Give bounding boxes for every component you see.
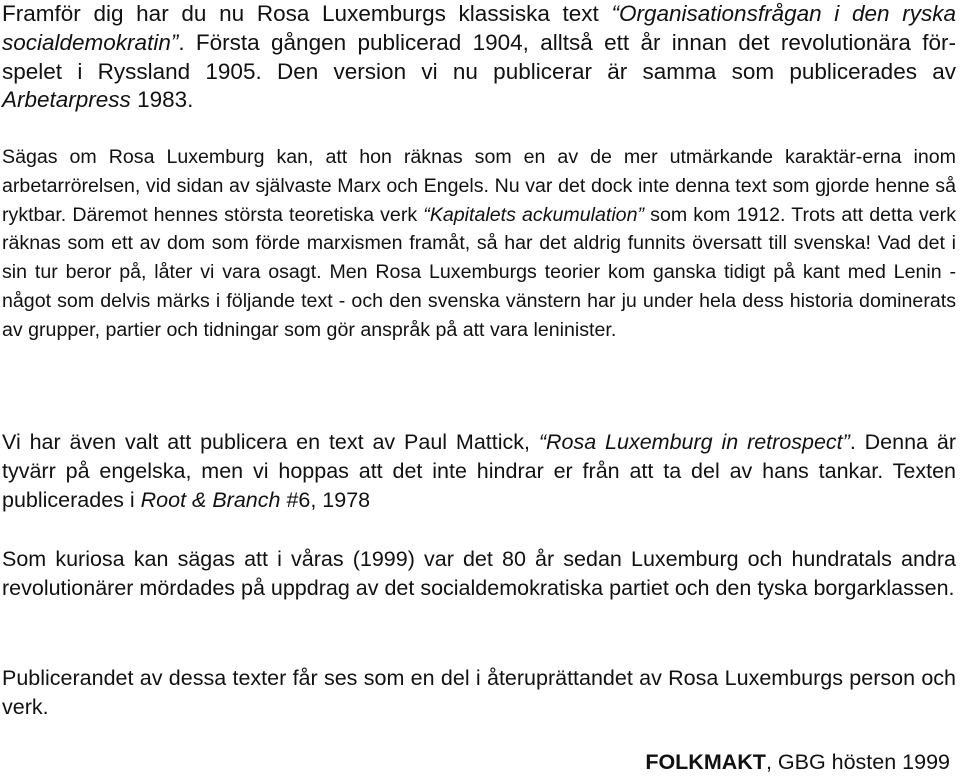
luxemburg-text-b: som kom 1912. Trots att detta verk räknas som ett av dom som förde marxismen framåt, så har det aldrig funnits översatt till svenska! Vad det i sin tur beror på, låter vi vara osagt. Men Rosa Luxemburgs teorier kom ganska tidigt på kant med Lenin - något som delvis märks i följande text - och den svenska vänstern har ju under hela dess historia dominerats av grupper, partier och tidningar som gör anspråk på att vara leninister. xyxy=(2,203,956,341)
intro-paragraph xyxy=(2,0,956,115)
curiosity-paragraph: Som kuriosa kan sägas att i våras (1999) var det 80 år sedan Luxemburg och hundratals andra revolutionärer mördades på uppdrag av det socialdemokratiska partiet och den tyska borgarklassen. xyxy=(2,547,956,600)
work-title-italic: “Kapitalets ackumulation” xyxy=(423,203,644,226)
mattick-text-b: . Denna är tyvärr på engelska, men vi hoppas att det inte hindrar er från att ta del av hans tankar. Texten publicerades i xyxy=(2,430,956,512)
signature-rest: , GBG hösten 1999 xyxy=(765,750,950,774)
closing-paragraph: Publicerandet av dessa texter får ses som en del i återuprättandet av Rosa Luxemburgs person och verk. xyxy=(2,666,956,719)
journal-italic: Root & Branch xyxy=(140,488,281,512)
publisher-italic: Arbetarpress xyxy=(2,87,131,113)
mattick-text-a: Vi har även valt att publicera en text av Paul Mattick, xyxy=(2,430,539,454)
intro-text-a: Framför dig har du nu Rosa Luxemburgs klassiska text xyxy=(2,1,612,26)
intro-text-c: 1983. xyxy=(130,87,194,113)
intro-text-b: . Första gången publicerad 1904, alltså ett år innan det revolutionära för-spelet i Ryssland 1905. Den version vi nu publicerar är samma som publicerades av xyxy=(2,29,956,84)
mattick-text-c: #6, 1978 xyxy=(280,488,371,512)
signature-org: FOLKMAKT xyxy=(645,750,766,774)
intro-title-italic: “Organisationsfrågan i den ryska socialdemokratin” xyxy=(2,1,956,55)
luxemburg-paragraph xyxy=(2,143,956,345)
signature xyxy=(645,748,950,777)
mattick-paragraph xyxy=(2,428,956,515)
luxemburg-text-a: Sägas om Rosa Luxemburg kan, att hon räknas som en av de mer utmärkande karaktär-erna inom arbetarrörelsen, vid sidan av självaste Marx och Engels. Nu var det dock inte denna text som gjorde henne så ryktbar. Däremot hennes största teoretiska verk xyxy=(2,146,956,226)
mattick-title-italic: “Rosa Luxemburg in retrospect” xyxy=(538,430,850,454)
